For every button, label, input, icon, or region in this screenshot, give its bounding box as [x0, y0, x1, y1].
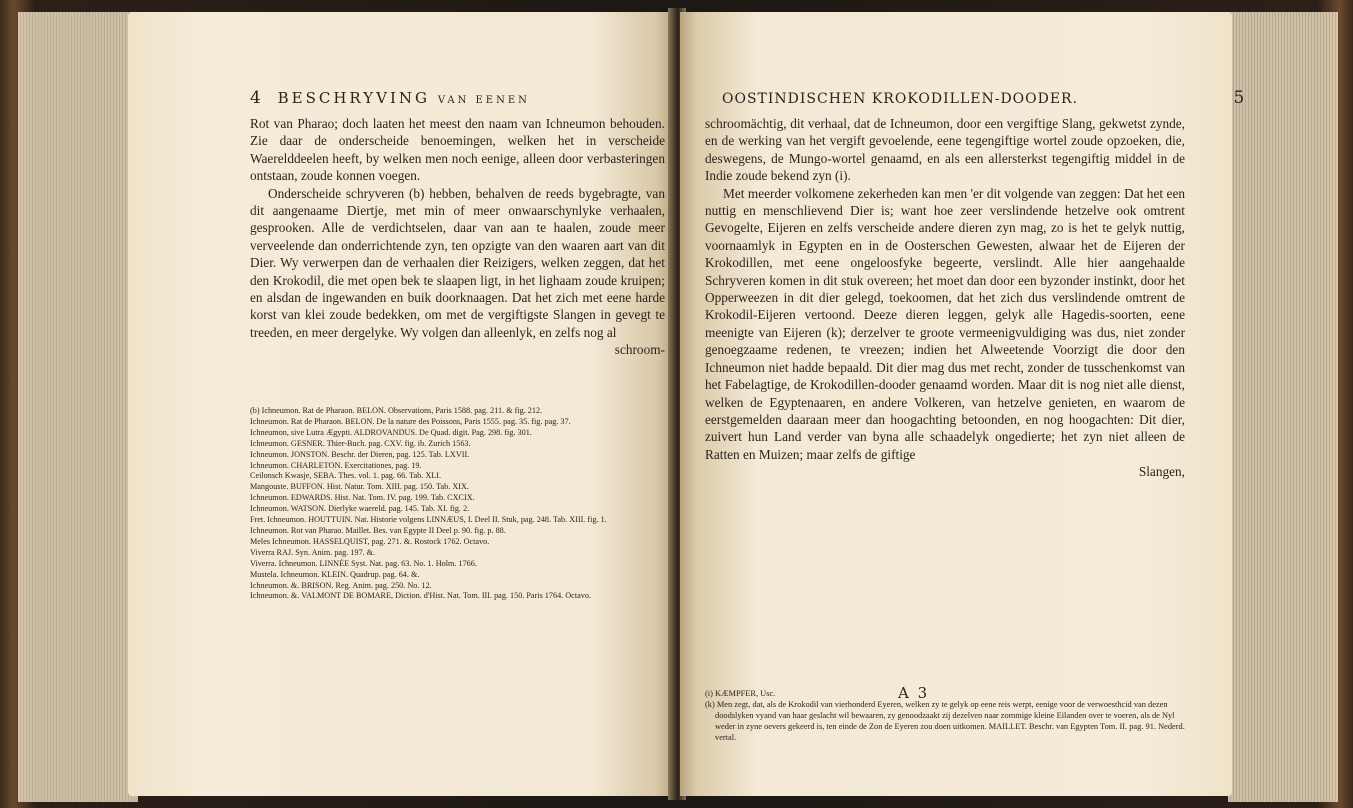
right-paragraph: Met meerder volkomene zekerheden kan men 'er dit volgende van zeggen: Dat het een nuttig en menschlievend Dier is; want hoe zeer verslindende hetzelve ook omtrent Gevogelte, Eijeren en zelfs verscheide andere dieren zyn mag, zo is het te gelyk nuttig, voornaamlyk in Egypten en in de Oosterschen Gewesten, alwaar het de Eijeren der Krokodillen, met eene ongeloosfyke begeerte, verslindt. Alle hier aangehaalde Schryveren komen in dit stuk overeen; het moet dan door een byzonder instinkt, door het Opperweezen in dit dier gelegd, toekoomen, dat het zich dus verslindende omtrent de Krokodil-Eijeren vertoond. Deeze dieren leggen, gelyk alle Hagedis-soorten, eene meenigte van Eijeren (k); derzelver te groote vermeenigvuldiging was dus, niet zonder genoegzaame redenen, te vreezen; indien het Alweetende Voorzigt die door den Ichneumon niet hadde bepaald. Dit dier mag dus met recht, zonder de tusschenkomst van het Fabelagtige, de Krokodillen-dooder genaamd worden. Maar dit is nog niet alle dienst, welken de Egyptenaaren, en andere Volkeren, van hetzelve genieten, en waarom de eerstgemelden daaraan meer dan hoogachting betoonden, en nog hoogachten: Dit dier, zuivert hun Land verder van byna alle schaadelyk ongedierte; het zyn niet alleen de Ratten en Muizen; maar zelfs de giftige — [705, 185, 1185, 462]
footnote: Fret. Ichneumon. HOUTTUIN. Nat. Historie volgens LINNÆUS, I. Deel II. Stuk, pag. 248. Tab. XIII. fig. 1. — [250, 515, 607, 525]
footnote: Ichneumon. Rat de Pharaon. BELON. De la nature des Poissons, Paris 1555. pag. 35. fig. pag. 37. — [250, 416, 571, 426]
left-page-edges — [18, 12, 138, 802]
left-page — [128, 12, 673, 796]
right-page-edges — [1228, 12, 1338, 802]
footnote: Mustela. Ichneumon. KLEIN. Quadrup. pag. 64. &. — [250, 569, 420, 579]
left-catchword: schroom- — [614, 342, 665, 358]
right-paragraph: schroomächtig, dit verhaal, dat de Ichneumon, door een vergiftige Slang, gekwetst zynde, en de werking van het vergift gevoelende, eene tegengiftige wortel zoude opzoeken, die, deswegens, de Mungo-wortel genaamd, en als een allersterkst tegengiftig middel in de Indie zoude bekend zyn (i). — [705, 116, 1185, 184]
footnote: Ichneumon. GESNER. Thier-Buch. pag. CXV. fig. ib. Zurich 1563. — [250, 438, 471, 448]
right-body-text — [705, 115, 1185, 481]
footnote: Ichneumon, sive Lutra Ægypti. ALDROVANDUS. De Quad. digit. Pag. 298. fig. 301. — [250, 427, 532, 437]
footnote: Viverra RAJ. Syn. Anim. pag. 197. &. — [250, 547, 376, 557]
footnote: Ceilonsch Kwasje, SEBA. Thes. vol. 1. pag. 66. Tab. XLI. — [250, 471, 442, 481]
footnote: (i) KÆMPFER, Usc. — [705, 689, 776, 698]
left-paragraph: Onderscheide schryveren (b) hebben, behalven de reeds bygebragte, van dit aangenaame Diertje, met min of meer onwaarschynlyke verhaalen, gesprooken. Alle de verdichtselen, daar van aan te haalen, zoude meer verveelende dan onderrichtende zyn, ten opzigte van den waaren aart van dit Dier. Wy verwerpen dan de verhaalen dier Reizigers, welken zeggen, dat het den Krokodil, die met open bek te slaapen ligt, in het lighaam zoude kruipen; en alsdan de ingewanden en buik doorknaagen. Dat het zich met eene harde korst van klei zoude bedekken, om met de vergiftigste Slangen in gevegt te treeden, en meer dergelyke. Wy volgen dan alleenlyk, en zelfs nog al — [250, 185, 665, 340]
left-footnotes — [250, 406, 665, 602]
footnote: Viverra. Ichneumon. LINNÉE Syst. Nat. pag. 63. No. 1. Holm. 1766. — [250, 558, 477, 568]
right-page-number: 5 — [1233, 88, 1246, 108]
signature-mark: A 3 — [898, 684, 930, 702]
left-paragraph: Rot van Pharao; doch laaten het meest den naam van Ichneumon behouden. Zie daar de onderscheide benoemingen, welken het in verscheide Waerelddeelen heeft, by welken men noch eenige, alleen door verbasteringen ontstaan, zoude konnen voegen. — [250, 116, 665, 184]
footnote: Ichneumon. CHARLETON. Exercitationes, pag. 19. — [250, 460, 422, 470]
footnote: (k) Men zegt, dat, als de Krokodil van vierhonderd Eyeren, welken zy te gelyk op eene reis werpt, eenige voor de verwoesthcid van dezen doodslyken vyand van haar geslacht wil bewaaren, zy genoodzaakt zij dezelven naar zommige kleine Eilanden over te voeren, als de Nyl weder in zyne oevers gekeerd is, ten einde de Zon de Eyeren zou doen uitkomen. MAILLET. Beschr. van Egypten Tom. II. pag. 91. Nederd. vertal. — [705, 700, 1185, 742]
footnote: Mangouste. BUFFON. Hist. Natur. Tom. XIII. pag. 150. Tab. XIX. — [250, 482, 469, 492]
footnote: (b) Ichneumon. Rat de Pharaon. BELON. Observations, Paris 1588. pag. 211. & fig. 212. — [250, 406, 543, 415]
right-page — [680, 12, 1246, 796]
footnote: Ichneumon. EDWARDS. Hist. Nat. Tom. IV. pag. 199. Tab. CXCIX. — [250, 493, 475, 503]
footnote: Ichneumon. &. BRISON. Reg. Anim. pag. 250. No. 12. — [250, 580, 432, 590]
left-running-head — [250, 88, 530, 108]
right-running-head — [722, 88, 1251, 108]
footnote: Ichneumon. JONSTON. Beschr. der Dieren, pag. 125. Tab. LXVII. — [250, 449, 470, 459]
footnote: Ichneumon. Rot van Pharao. Maillet. Bes. van Egypte II Deel p. 90. fig. p. 88. — [250, 525, 506, 535]
left-body-text — [250, 115, 665, 359]
footnote: Ichneumon. &. VALMONT DE BOMARE, Diction. d'Hist. Nat. Tom. III. pag. 150. Paris 1764. Octavo. — [250, 591, 591, 601]
left-running-title: BESCHRYVING — [277, 89, 431, 107]
footnote: Meles Ichneumon. HASSELQUIST, pag. 271. &. Rostock 1762. Octavo. — [250, 536, 490, 546]
right-catchword: Slangen, — [1138, 464, 1185, 480]
right-footnotes — [705, 688, 1185, 743]
left-running-title-small: VAN EENEN — [437, 95, 530, 106]
right-running-title: OOSTINDISCHEN KROKODILLEN-DOODER. — [722, 91, 1079, 107]
left-page-number: 4 — [250, 88, 264, 108]
footnote: Ichneumon. WATSON. Dierlyke waereld. pag. 145. Tab. XI. fig. 2. — [250, 504, 470, 514]
